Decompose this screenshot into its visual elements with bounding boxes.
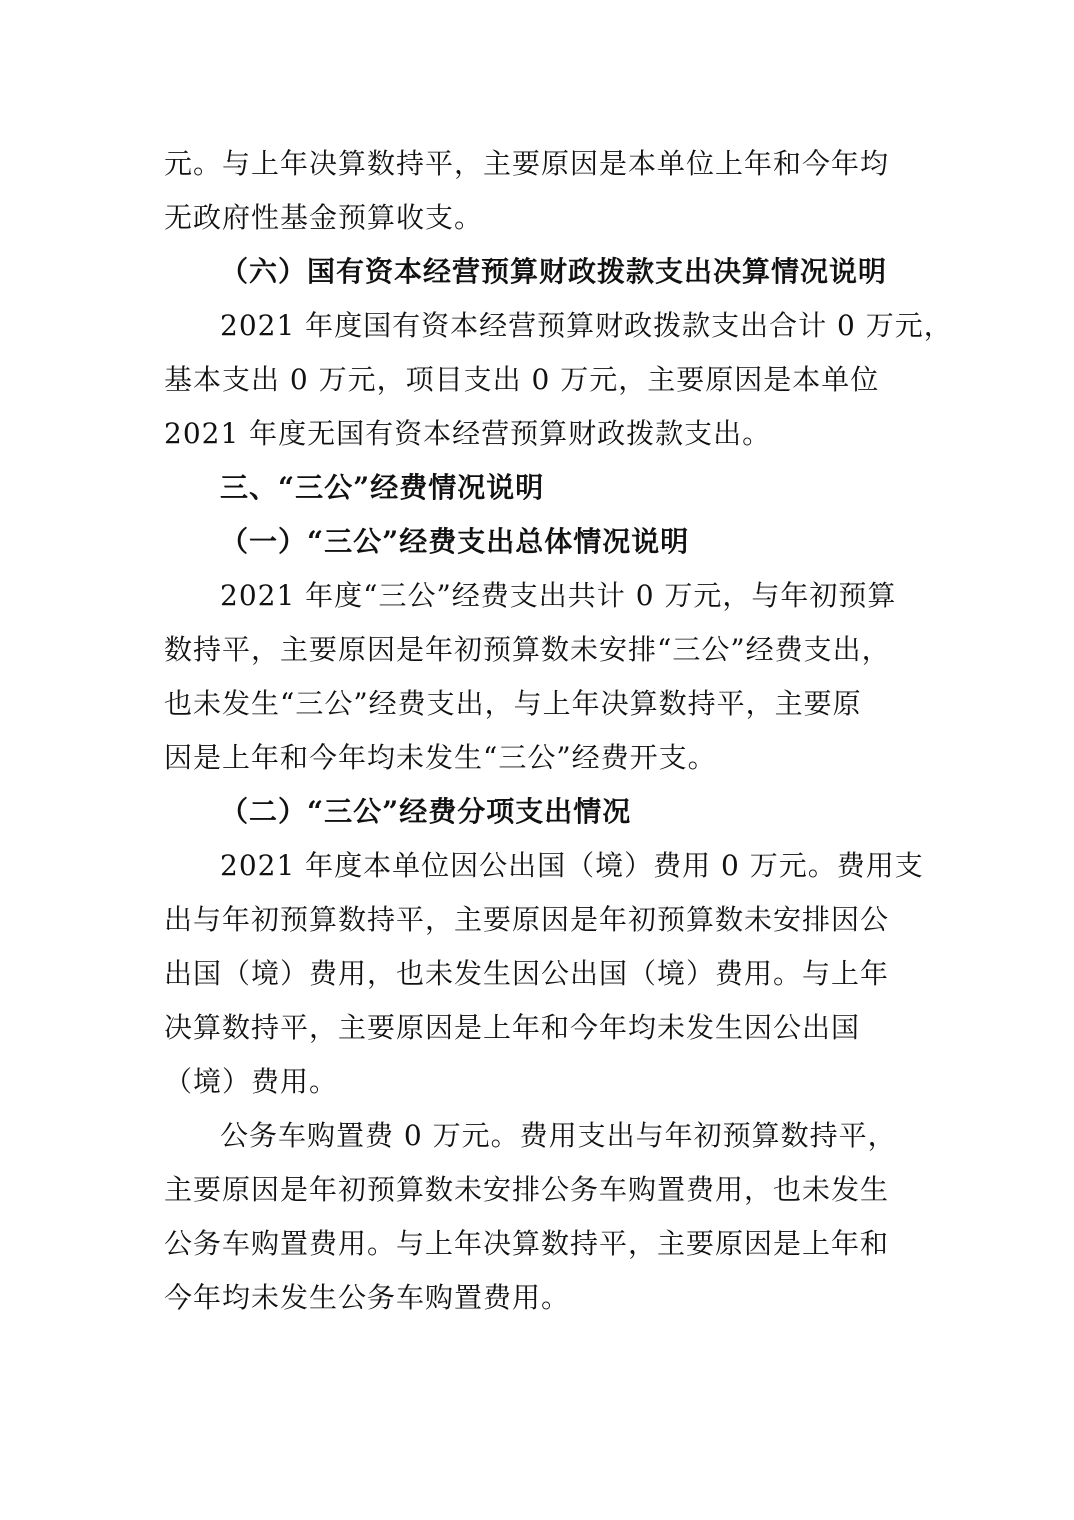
text-line: 2021 年度无国有资本经营预算财政拨款支出。 [164, 417, 772, 450]
text-line: 数持平，主要原因是年初预算数未安排“三公”经费支出， [164, 633, 891, 666]
text-line: 出国（境）费用，也未发生因公出国（境）费用。与上年 [164, 957, 890, 990]
text-line: 决算数持平，主要原因是上年和今年均未发生因公出国 [164, 1011, 861, 1044]
text-line: 2021 年度“三公”经费支出共计 0 万元，与年初预算 [220, 579, 897, 612]
text-line: 基本支出 0 万元，项目支出 0 万元，主要原因是本单位 [164, 363, 880, 396]
section-heading: 三、“三公”经费情况说明 [220, 471, 545, 504]
text-line: 因是上年和今年均未发生“三公”经费开支。 [164, 741, 717, 774]
section-heading: （二）“三公”经费分项支出情况 [220, 795, 632, 828]
text-line: 2021 年度国有资本经营预算财政拨款支出合计 0 万元， [220, 309, 953, 342]
text-line: 元。与上年决算数持平，主要原因是本单位上年和今年均 [164, 147, 890, 180]
text-line: （境）费用。 [164, 1065, 339, 1098]
text-line: 无政府性基金预算收支。 [164, 201, 484, 234]
text-line: 主要原因是年初预算数未安排公务车购置费用，也未发生 [164, 1173, 890, 1206]
text-line: 也未发生“三公”经费支出，与上年决算数持平，主要原 [164, 687, 862, 720]
text-line: 出与年初预算数持平，主要原因是年初预算数未安排因公 [164, 903, 890, 936]
section-heading: （一）“三公”经费支出总体情况说明 [220, 525, 690, 558]
section-heading: （六）国有资本经营预算财政拨款支出决算情况说明 [220, 255, 888, 288]
text-line: 公务车购置费用。与上年决算数持平，主要原因是上年和 [164, 1227, 890, 1260]
text-line: 公务车购置费 0 万元。费用支出与年初预算数持平， [220, 1119, 897, 1152]
text-line: 今年均未发生公务车购置费用。 [164, 1281, 571, 1314]
text-line: 2021 年度本单位因公出国（境）费用 0 万元。费用支 [220, 849, 924, 882]
